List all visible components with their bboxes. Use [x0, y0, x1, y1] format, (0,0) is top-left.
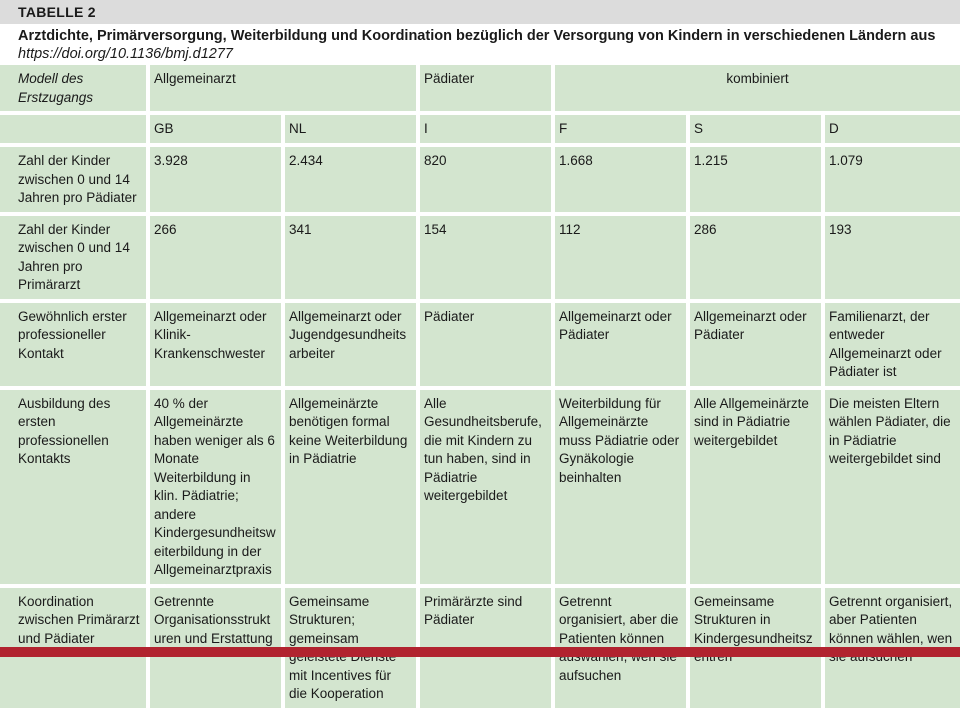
table-caption [18, 27, 948, 63]
row-label: Gewöhnlich erster professioneller Kontakt [0, 303, 150, 390]
table-label-bar [0, 0, 960, 24]
table-cell: 3.928 [150, 147, 285, 216]
table-cell: Weiterbildung für Allgemeinärzte muss Pädiatrie oder Gynäkologie beinhalten [555, 390, 690, 588]
table-cell: Getrennte Organisationsstrukturen und Erstattung [150, 588, 285, 712]
table-cell: 1.079 [825, 147, 960, 216]
table-cell: 1.668 [555, 147, 690, 216]
country-header: F [555, 115, 690, 147]
table-cell: 286 [690, 216, 825, 303]
bottom-rule [0, 647, 960, 657]
table-cell: Primärärzte sind Pädiater [420, 588, 555, 712]
caption-title: Arztdichte, Primärversorgung, Weiterbildung und Koordination bezüglich der Versorgung von Kindern in verschiedenen Ländern aus [18, 28, 936, 44]
country-header: NL [285, 115, 420, 147]
header-row-model [0, 65, 960, 115]
country-header: S [690, 115, 825, 147]
row-label: Koordination zwischen Primärarzt und Pädiater [0, 588, 150, 712]
header-row-countries [0, 115, 960, 147]
table-row [0, 390, 960, 588]
table-cell: Allgemeinarzt oder Pädiater [555, 303, 690, 390]
table-cell: Gemeinsame Strukturen; gemeinsam mit Incentives für die Kooperation [285, 588, 420, 712]
row-label: Zahl der Kinder zwischen 0 und 14 Jahren pro Primärarzt [0, 216, 150, 303]
table-row [0, 147, 960, 216]
table-cell: Alle Gesundheitsberufe, die mit Kindern zu tun haben, sind in Pädiatrie weitergebildet [420, 390, 555, 588]
table-cell: 1.215 [690, 147, 825, 216]
table-cell: 266 [150, 216, 285, 303]
row-label: Ausbildung des ersten professionellen Kontakts [0, 390, 150, 588]
country-header: I [420, 115, 555, 147]
table-cell: Getrennt organisiert, aber Patienten können wählen, wen [825, 588, 960, 712]
table-cell: 40 % der Allgemeinärzte haben weniger als 6 Monate Weiterbildung in klin. Pädiatrie; andere Kindergesundheitsweiterbildung in der Allgemeinarztpraxis [150, 390, 285, 588]
table-cell: Allgemeinarzt oder Jugendgesundheitsarbeiter [285, 303, 420, 390]
model-label-cell: Modell des Erstzugangs [0, 65, 150, 115]
table-cell: Allgemeinarzt oder Klinik-Krankenschwester [150, 303, 285, 390]
country-header: D [825, 115, 960, 147]
header-paediater: Pädiater [420, 65, 555, 115]
header-allgemeinarzt: Allgemeinarzt [150, 65, 420, 115]
table-cell: Pädiater [420, 303, 555, 390]
comparison-table [0, 65, 960, 712]
table-cell: 820 [420, 147, 555, 216]
table-row [0, 216, 960, 303]
table-cell: Die meisten Eltern wählen Pädiater, die in Pädiatrie weitergebildet sind [825, 390, 960, 588]
table-cell: Gemeinsame Strukturen in Kindergesundheitsz [690, 588, 825, 712]
table-cell: Allgemeinarzt oder Pädiater [690, 303, 825, 390]
table-cell: 193 [825, 216, 960, 303]
table-cell: 112 [555, 216, 690, 303]
country-header: GB [150, 115, 285, 147]
country-header-empty [0, 115, 150, 147]
table-row [0, 303, 960, 390]
row-label: Zahl der Kinder zwischen 0 und 14 Jahren pro Pädiater [0, 147, 150, 216]
table-label: TABELLE 2 [18, 4, 96, 20]
table-cell: 154 [420, 216, 555, 303]
table-cell: Alle Allgemeinärzte sind in Pädiatrie weitergebildet [690, 390, 825, 588]
table-cell: Getrennt organisiert, aber die Patienten können aufsuchen [555, 588, 690, 712]
table-cell: Familienarzt, der entweder Allgemeinarzt oder Pädiater ist [825, 303, 960, 390]
header-kombiniert: kombiniert [555, 65, 960, 115]
table-cell: 2.434 [285, 147, 420, 216]
table-cell: 341 [285, 216, 420, 303]
caption-doi: https://doi.org/10.1136/bmj.d1277 [18, 46, 233, 62]
table-cell: Allgemeinärzte benötigen formal keine Weiterbildung in Pädiatrie [285, 390, 420, 588]
